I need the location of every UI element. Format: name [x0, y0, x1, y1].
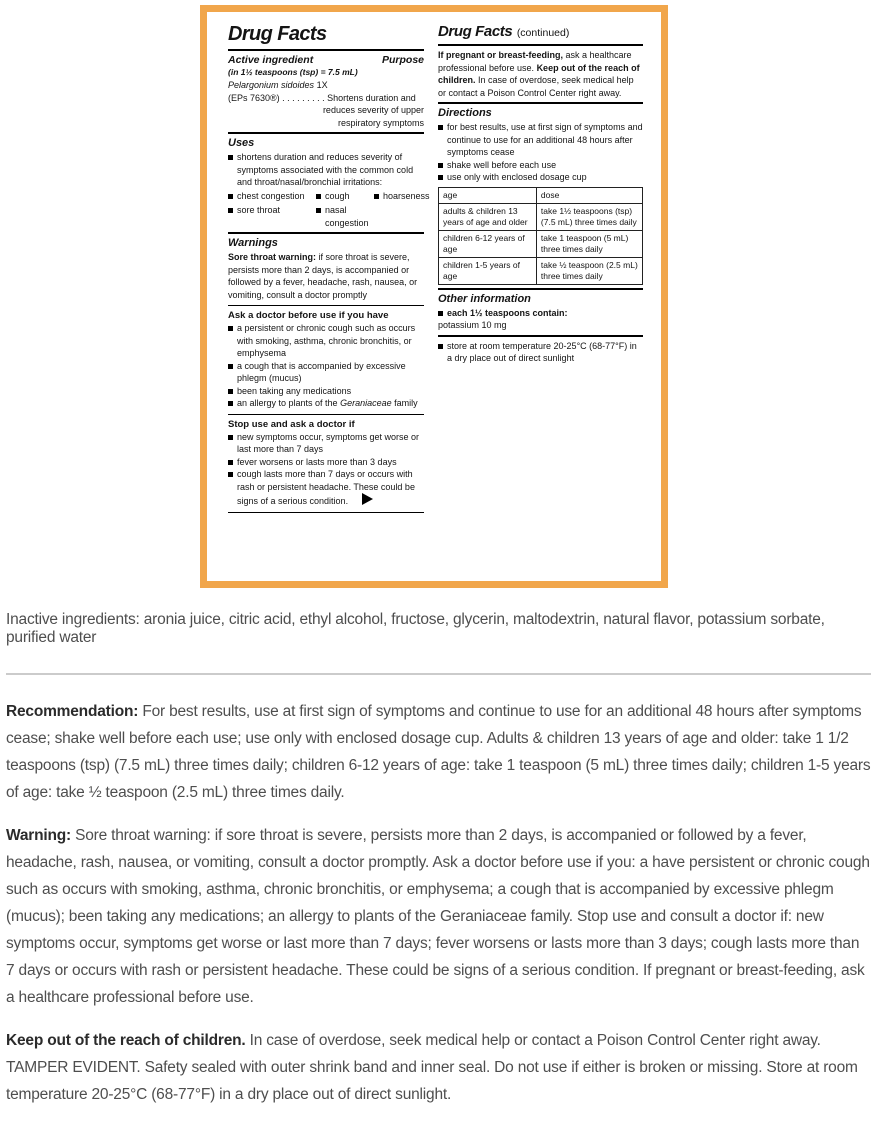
symptom-item: sore throat [228, 204, 316, 229]
bullet-icon [228, 208, 233, 213]
bullet-icon [228, 460, 233, 465]
section-rule [438, 335, 643, 337]
ask-doctor-bullet: a persistent or chronic cough such as occurs with smoking, asthma, chronic bronchitis, or emphysema [228, 322, 424, 360]
ask-doctor-heading: Ask a doctor before use if you have [228, 310, 389, 321]
section-rule [228, 512, 424, 513]
dose-column-header: dose [536, 187, 642, 203]
section-divider [6, 673, 871, 675]
symptom-list [228, 190, 430, 230]
product-description-section [6, 611, 871, 1124]
pregnancy-warning: If pregnant or breast-feeding, ask a healthcare professional before use. Keep out of the reach of children. In case of overdose, seek medical help or contact a Poison Control Center right away. [438, 50, 640, 98]
warnings-heading: Warnings [228, 237, 278, 249]
dosage-table-header-row [439, 187, 643, 203]
storage-bullet: store at room temperature 20-25°C (68-77°F) in a dry place out of direct sunlight [438, 340, 643, 365]
active-ingredient-name: Pelargonium sidoides 1X [228, 80, 328, 90]
sore-throat-warning: Sore throat warning: if sore throat is severe, persists more than 2 days, is accompanied or followed by a fever, headache, rash, nausea, or vomiting, consult a doctor promptly [228, 252, 418, 300]
bullet-icon [374, 194, 379, 199]
directions-bullet: for best results, use at first sign of symptoms and continue to use for an additional 48 hours after symptoms cease [438, 121, 643, 159]
section-rule [228, 49, 424, 51]
symptom-item: hoarseness [374, 190, 430, 203]
active-ingredient-header-row [228, 54, 424, 66]
section-rule [438, 288, 643, 290]
drug-facts-panel [200, 5, 668, 588]
bullet-icon [438, 311, 443, 316]
ask-doctor-bullet: a cough that is accompanied by excessive phlegm (mucus) [228, 360, 424, 385]
inactive-ingredients-text: Inactive ingredients: aronia juice, citric acid, ethyl alcohol, fructose, glycerin, maltodextrin, natural flavor, potassium sorbate, purified water [6, 611, 825, 646]
section-rule [228, 305, 424, 306]
symptom-item: cough [316, 190, 374, 203]
symptom-item: nasal congestion [316, 204, 374, 229]
stop-use-heading: Stop use and ask a doctor if [228, 418, 355, 430]
bullet-icon [438, 163, 443, 168]
section-rule [438, 102, 643, 104]
drug-facts-columns [228, 23, 643, 517]
directions-bullet: use only with enclosed dosage cup [438, 171, 643, 184]
other-information-heading: Other information [438, 292, 531, 305]
section-rule [228, 414, 424, 415]
purpose-text-line2: reduces severity of upper [322, 105, 424, 115]
bullet-icon [228, 389, 233, 394]
bullet-icon [438, 175, 443, 180]
dosage-table [438, 187, 643, 285]
table-row: children 6-12 years of age take 1 teaspoon (5 mL) three times daily [439, 230, 643, 257]
active-ingredient-heading: Active ingredient [228, 54, 314, 66]
stop-use-bullet: fever worsens or lasts more than 3 days [228, 456, 424, 469]
purpose-text-line3: respiratory symptoms [337, 117, 424, 128]
recommendation-paragraph: Recommendation: For best results, use at first sign of symptoms and continue to use for an additional 48 hours after symptoms cease; shake well before each use; use only with enclosed dosage cup. Adults & children 13 years of age and older: take 1 1/2 teaspoons (tsp) (7.5 mL) three times daily; children 6-12 years of age: take 1 teaspoon (5 mL) three times daily; children 1-5 years of age: take ½ teaspoon (2.5 mL) three times daily. [6, 703, 871, 801]
symptom-item: chest congestion [228, 190, 316, 203]
drug-facts-title: Drug Facts [228, 23, 327, 45]
eps-leader-line: (EPs 7630®) . . . . . . . . . Shortens duration and [228, 92, 416, 103]
drug-facts-right-column [438, 23, 643, 517]
other-information-bullet: each 1½ teaspoons contain: [438, 307, 643, 320]
stop-use-bullet: cough lasts more than 7 days or occurs with rash or persistent headache. These could be signs of a serious condition. [228, 468, 424, 508]
ask-doctor-bullet: an allergy to plants of the Geraniaceae family [228, 397, 424, 410]
uses-heading: Uses [228, 137, 255, 149]
bullet-icon [228, 472, 233, 477]
section-rule [228, 132, 424, 134]
bullet-icon [438, 344, 443, 349]
age-column-header: age [439, 187, 537, 203]
ask-doctor-bullet: been taking any medications [228, 385, 424, 398]
keep-out-of-reach-paragraph: Keep out of the reach of children. In case of overdose, seek medical help or contact a Poison Control Center right away. TAMPER EVIDENT. Safety sealed with outer shrink band and inner seal. Do not use if either is broken or missing. Store at room temperature 20-25°C (68-77°F) in a dry place out of direct sunlight. [6, 1032, 858, 1103]
table-row: children 1-5 years of age take ½ teaspoon (2.5 mL) three times daily [439, 257, 643, 284]
dose-equivalence-note: (in 1½ teaspoons (tsp) = 7.5 mL) [228, 67, 358, 77]
bullet-icon [228, 194, 233, 199]
drug-facts-left-column [228, 23, 430, 517]
bullet-icon [228, 401, 233, 406]
bullet-icon [316, 194, 321, 199]
bullet-icon [316, 208, 321, 213]
directions-bullet: shake well before each use [438, 159, 643, 172]
table-row: adults & children 13 years of age and older take 1½ teaspoons (tsp) (7.5 mL) three times daily [439, 203, 643, 230]
stop-use-bullet: new symptoms occur, symptoms get worse or last more than 7 days [228, 431, 424, 456]
bullet-icon [228, 364, 233, 369]
continued-arrow-icon [362, 493, 373, 505]
potassium-content: potassium 10 mg [438, 320, 507, 330]
warning-paragraph: Warning: Sore throat warning: if sore throat is severe, persists more than 2 days, is accompanied or followed by a fever, headache, rash, nausea, or vomiting, consult a doctor promptly. Ask a doctor before use if you: a have persistent or chronic cough such as occurs with smoking, asthma, chronic bronchitis, or emphysema; a cough that is accompanied by excessive phlegm (mucus); been taking any medications; an allergy to plants of the Geraniaceae family. Stop use and consult a doctor if: new symptoms occur, symptoms get worse or last more than 7 days; fever worsens or lasts more than 3 days; cough lasts more than 7 days or occurs with rash or persistent headache. These could be signs of a serious condition. If pregnant or breast-feeding, ask a healthcare professional before use. [6, 827, 870, 1006]
bullet-icon [228, 155, 233, 160]
directions-heading: Directions [438, 107, 492, 119]
uses-bullet: shortens duration and reduces severity of symptoms associated with the common cold and throat/nasal/bronchial irritations: [228, 151, 424, 189]
drug-facts-continued-title: Drug Facts (continued) [438, 23, 570, 40]
bullet-icon [438, 125, 443, 130]
bullet-icon [228, 435, 233, 440]
section-rule [228, 232, 424, 234]
section-rule [438, 44, 643, 46]
purpose-heading: Purpose [381, 54, 424, 66]
bullet-icon [228, 326, 233, 331]
